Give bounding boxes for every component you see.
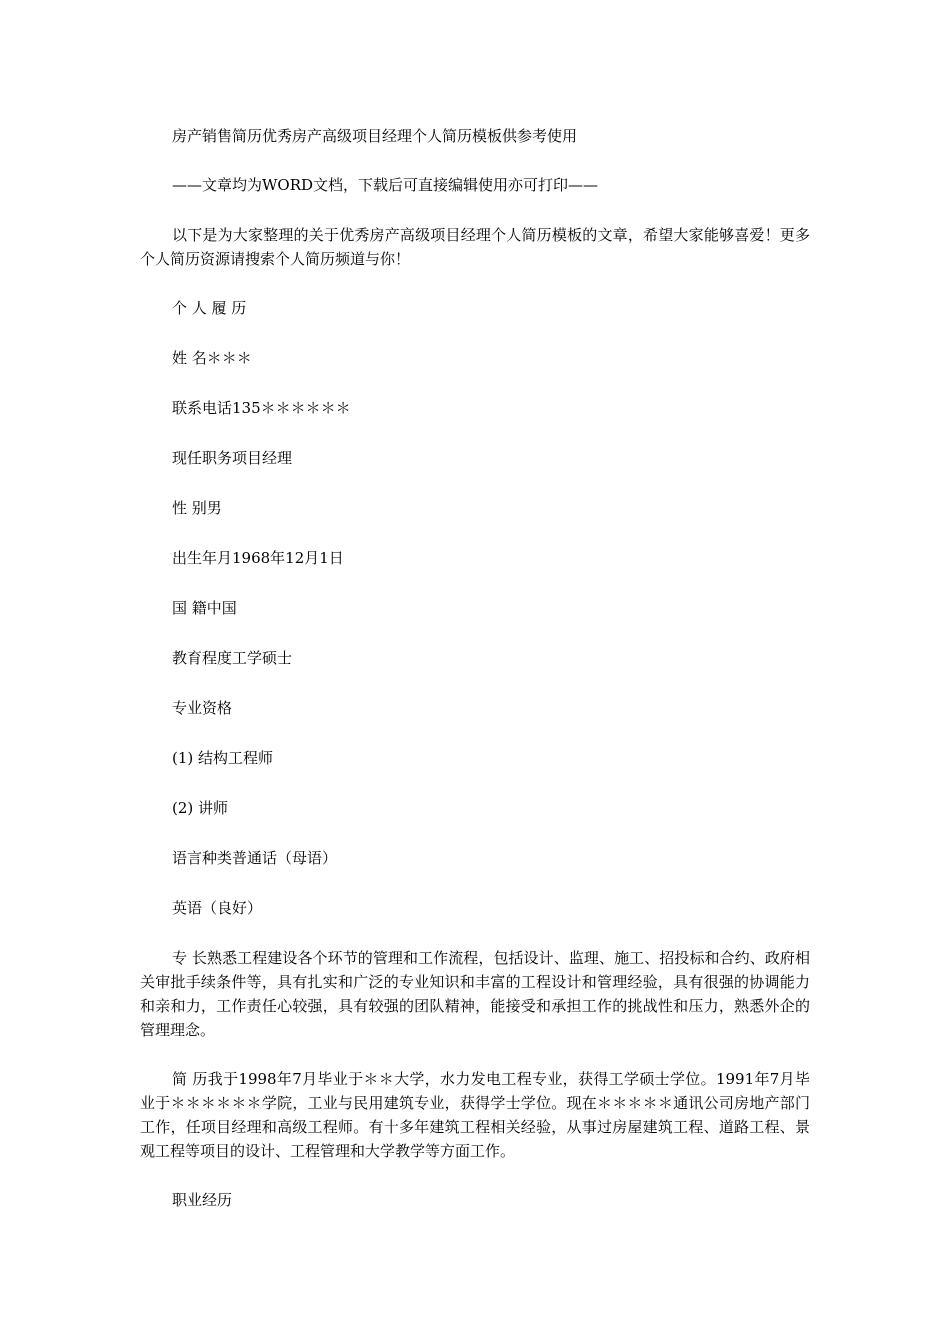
specialty-paragraph: 专 长熟悉工程建设各个环节的管理和工作流程，包括设计、监理、施工、招投标和合约、政府相关审批手续条件等，具有扎实和广泛的专业知识和丰富的工程设计和管理经验，具有很强的协调能力和亲和力，工作责任心较强，具有较强的团队精神，能接受和承担工作的挑战性和压力，熟悉外企的管理理念。 [140, 949, 810, 1039]
field-nationality: 国 籍中国 [172, 599, 237, 617]
field-gender: 性 别男 [172, 499, 222, 517]
field-education: 教育程度工学硕士 [172, 649, 293, 667]
field-english: 英语（良好） [172, 899, 263, 917]
field-phone: 联系电话135＊＊＊＊＊＊ [172, 399, 351, 417]
section-heading-resume: 个 人 履 历 [172, 299, 247, 317]
document-subtitle: ——文章均为WORD文档，下载后可直接编辑使用亦可打印—— [172, 176, 599, 194]
field-position: 现任职务项目经理 [172, 449, 293, 467]
document-body [140, 124, 810, 1212]
qualification-item: (2) 讲师 [172, 799, 229, 817]
document-title: 房产销售简历优秀房产高级项目经理个人简历模板供参考使用 [172, 127, 578, 145]
resume-summary-paragraph: 简 历我于1998年7月毕业于＊＊大学，水力发电工程专业，获得工学硕士学位。1991年7月毕业于＊＊＊＊＊＊学院，工业与民用建筑专业，获得学士学位。现在＊＊＊＊＊通讯公司房地产部门工作，任项目经理和高级工程师。有十多年建筑工程相关经验，从事过房屋建筑工程、道路工程、景观工程等项目的设计、工程管理和大学教学等方面工作。 [140, 1070, 810, 1160]
field-name: 姓 名＊＊＊ [172, 349, 252, 367]
section-heading-career: 职业经历 [172, 1191, 233, 1209]
field-language: 语言种类普通话（母语） [172, 849, 338, 867]
qualification-item: (1) 结构工程师 [172, 749, 274, 767]
intro-paragraph: 以下是为大家整理的关于优秀房产高级项目经理个人简历模板的文章，希望大家能够喜爱！更多个人简历资源请搜索个人简历频道与你！ [140, 226, 810, 268]
field-qualifications: 专业资格 [172, 699, 233, 717]
field-birth-date: 出生年月1968年12月1日 [172, 549, 344, 567]
